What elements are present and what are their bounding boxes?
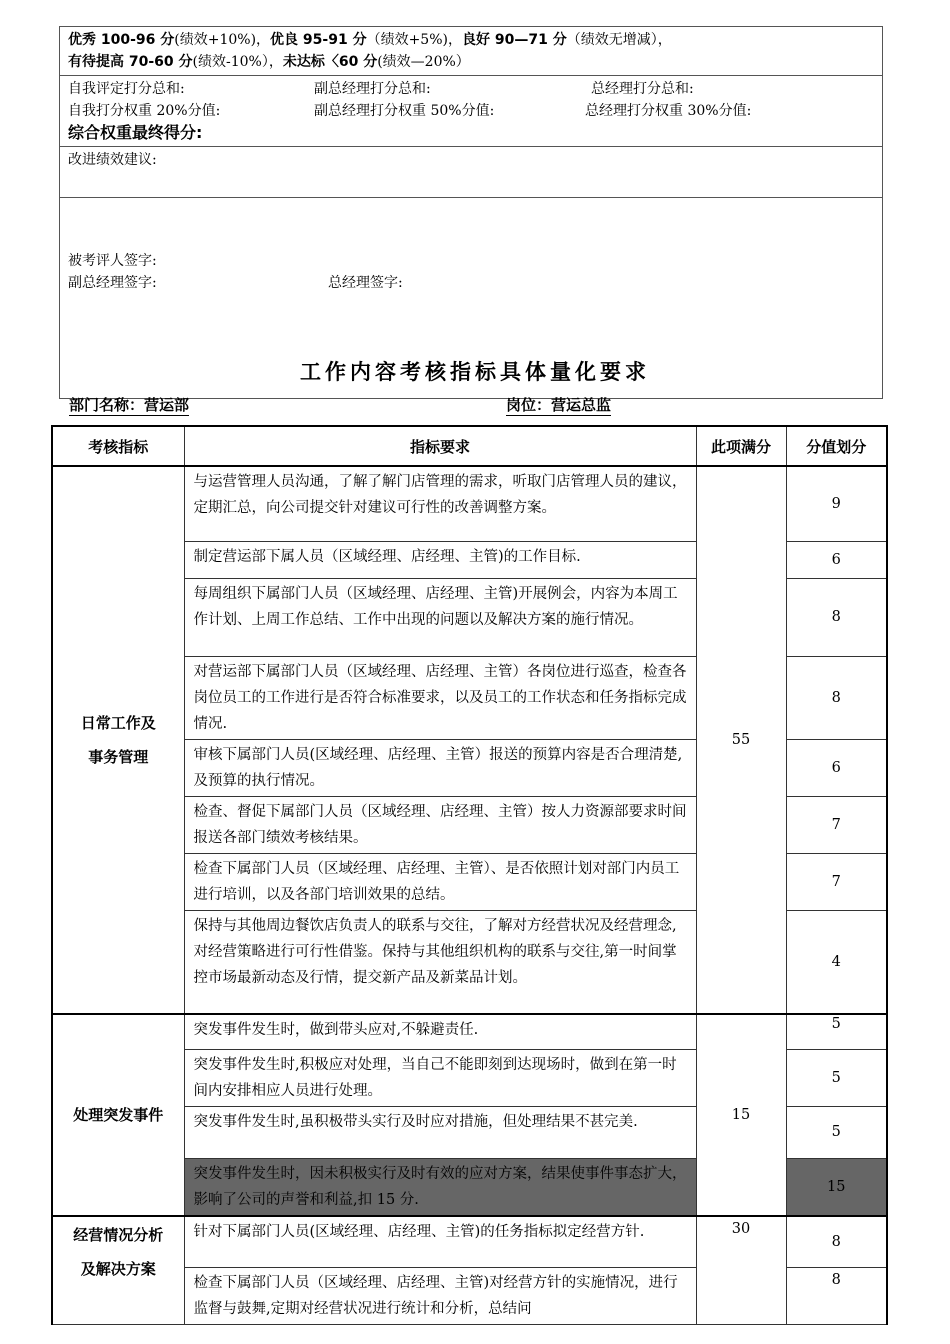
item-score: 7 [786,796,887,853]
page-title: 工作内容考核指标具体量化要求 [300,359,650,384]
category-emergency-handling: 处理突发事件 [52,1014,184,1216]
rating-line-2: 有待提高 70-60 分(绩效-10%），未达标〈60 分(绩效—20%） [68,54,470,70]
item-score: 8 [786,1268,887,1325]
position-name: 岗位：营运总监 [506,396,612,414]
vp-weight-label: 副总经理打分权重 50%分值: [314,103,495,119]
score-totals-cell [60,76,883,147]
requirement-item: 每周组织下属部门人员（区域经理、店经理、主管)开展例会，内容为本周工作计划、上周工作总结、工作中出现的问题以及解决方案的施行情况。 [184,578,696,656]
requirement-item: 检查下属部门人员（区域经理、店经理、主管)对经营方针的实施情况，进行监督与鼓舞,定期对经营状况进行统计和分析，总结问 [184,1268,696,1325]
item-score: 6 [786,739,887,796]
improvement-label: 改进绩效建议: [68,152,157,168]
header-requirement: 指标要求 [184,426,696,466]
vp-signature-label: 副总经理签字: [68,275,157,291]
kpi-table [51,425,888,1325]
gm-weight-label: 总经理打分权重 30%分值: [585,103,752,119]
requirement-item: 与运营管理人员沟通，了解了解门店管理的需求，听取门店管理人员的建议，定期汇总，向公司提交针对建议可行性的改善调整方案。 [184,466,696,541]
rating-line-1: 优秀 100-96 分(绩效+10%)，优良 95-91 分（绩效+5%)，良好 90—71 分（绩效无增减）， [68,32,672,48]
category-daily-management: 日常工作及 事务管理 [52,466,184,1014]
rating-scale-cell [60,27,883,76]
requirement-item-highlighted: 突发事件发生时，因未积极实行及时有效的应对方案，结果使事件事态扩大，影响了公司的声誉和利益,扣 15 分. [184,1158,696,1216]
item-score: 4 [786,910,887,1014]
requirement-item: 制定营运部下属人员（区域经理、店经理、主管)的工作目标. [184,541,696,578]
assessee-signature-label: 被考评人签字: [68,253,157,269]
requirement-item: 突发事件发生时,积极应对处理，当自己不能即刻到达现场时，做到在第一时间内安排相应人员进行处理。 [184,1049,696,1106]
gm-signature-label: 总经理签字: [328,275,403,291]
section-full-score: 55 [696,466,786,1014]
header-score-division: 分值划分 [786,426,887,466]
item-score: 5 [786,1049,887,1106]
item-score: 5 [786,1106,887,1158]
gm-total-label: 总经理打分总和: [591,81,694,97]
item-score: 7 [786,853,887,910]
requirement-item: 对营运部下属部门人员（区域经理、店经理、主管）各岗位进行巡查，检查各岗位员工的工作进行是否符合标准要求，以及员工的工作状态和任务指标完成情况. [184,656,696,739]
department-name: 部门名称：营运部 [69,396,190,414]
self-weight-label: 自我打分权重 20%分值: [68,103,221,119]
category-business-analysis: 经营情况分析 及解决方案 [52,1216,184,1325]
self-total-label: 自我评定打分总和: [68,81,185,97]
requirement-item: 突发事件发生时,虽积极带头实行及时应对措施，但处理结果不甚完美. [184,1106,696,1158]
requirement-item: 检查、督促下属部门人员（区域经理、店经理、主管）按人力资源部要求时间报送各部门绩效考核结果。 [184,796,696,853]
vp-total-label: 副总经理打分总和: [314,81,431,97]
item-score: 8 [786,1216,887,1268]
item-score: 5 [786,1014,887,1049]
requirement-item: 保持与其他周边餐饮店负责人的联系与交往，了解对方经营状况及经营理念,对经营策略进行可行性借鉴。保持与其他组织机构的联系与交往,第一时间掌控市场最新动态及行情，提交新产品及新菜品计划。 [184,910,696,1014]
item-score-highlighted: 15 [786,1158,887,1216]
improvement-cell [60,147,883,198]
final-score-label: 综合权重最终得分: [68,123,203,142]
requirement-item: 针对下属部门人员(区域经理、店经理、主管)的任务指标拟定经营方针. [184,1216,696,1268]
item-score: 6 [786,541,887,578]
evaluation-summary-table [59,26,883,399]
requirement-item: 检查下属部门人员（区域经理、店经理、主管）、是否依照计划对部门内员工进行培训，以及各部门培训效果的总结。 [184,853,696,910]
header-indicator: 考核指标 [52,426,184,466]
section-full-score: 15 [696,1014,786,1216]
requirement-item: 突发事件发生时，做到带头应对,不躲避责任. [184,1014,696,1049]
item-score: 9 [786,466,887,541]
section-full-score: 30 [696,1216,786,1325]
requirement-item: 审核下属部门人员(区域经理、店经理、主管）报送的预算内容是否合理清楚,及预算的执行情况。 [184,739,696,796]
item-score: 8 [786,578,887,656]
item-score: 8 [786,656,887,739]
header-full-score: 此项满分 [696,426,786,466]
